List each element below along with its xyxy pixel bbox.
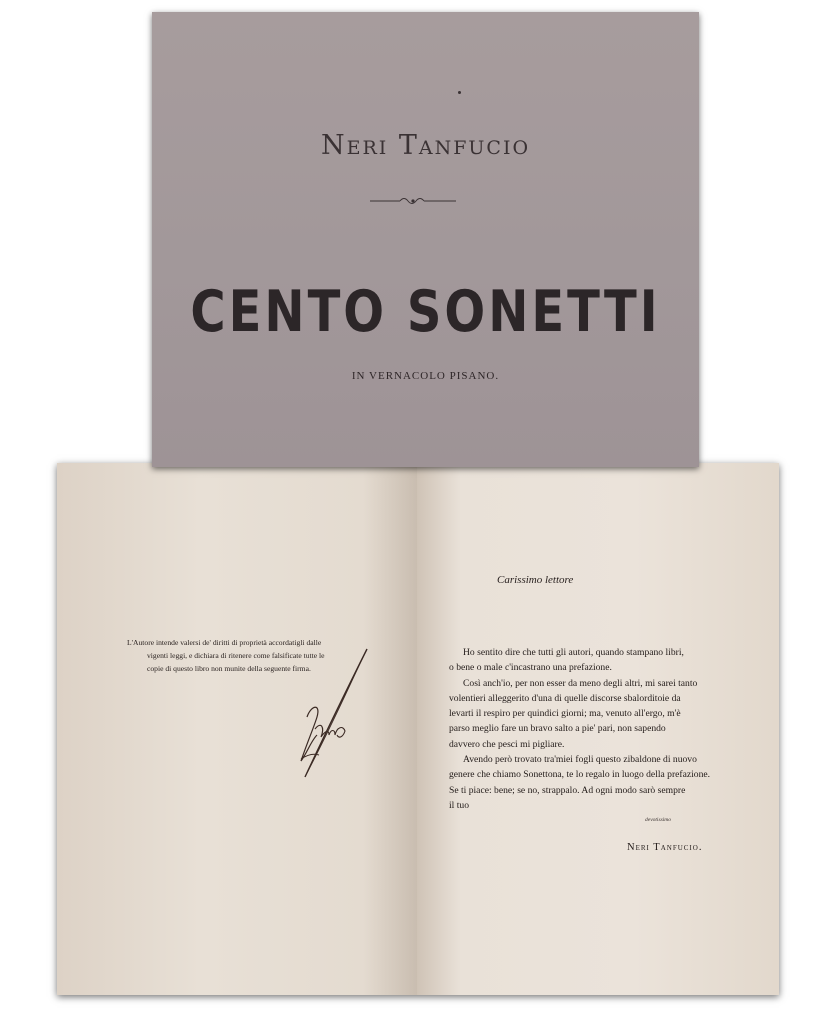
cover-title: CENTO SONETTI xyxy=(190,278,661,346)
preface-line: Avendo però trovato tra'miei fogli questo zibaldone di nuovo xyxy=(463,754,697,766)
preface-line: volentieri alleggerito d'una di quelle discorse sbalorditoie da xyxy=(449,692,681,704)
preface-line: il tuo xyxy=(449,799,469,811)
closing-word: devotissimo xyxy=(645,817,671,823)
author-signature xyxy=(293,647,373,787)
copyright-line: copie di questo libro non munite della seguente firma. xyxy=(147,664,311,673)
preface-line: davvero che pesci mi pigliare. xyxy=(449,738,565,750)
open-book-spread xyxy=(57,463,779,995)
preface-line: o bene o male c'incastrano una prefazione. xyxy=(449,662,612,674)
preface-line: genere che chiamo Sonettona, te lo regalo in luogo della prefazione. xyxy=(449,769,711,781)
ornament-divider xyxy=(370,195,456,207)
preface-text xyxy=(449,645,753,813)
preface-line: Se ti piace: bene; se no, strappalo. Ad ogni modo sarò sempre xyxy=(449,784,686,796)
cover-author: Neri Tanfucio xyxy=(320,130,531,161)
left-page xyxy=(57,463,417,995)
preface-line: parso meglio fare un bravo salto a pie' pari, non sapendo xyxy=(449,723,666,735)
cover-subtitle: IN VERNACOLO PISANO. xyxy=(351,370,500,382)
preface-line: levarti il respiro per quindici giorni; ma, venuto all'ergo, m'è xyxy=(449,708,681,720)
copyright-line: vigenti leggi, e dichiara di ritenere come falsificate tutte le xyxy=(147,651,325,660)
copyright-line: L'Autore intende valersi de' diritti di proprietà accordatigli dalle xyxy=(127,638,322,647)
signoff-name: Neri Tanfucio. xyxy=(627,842,703,853)
preface-line: Così anch'io, per non esser da meno degli altri, mi sarei tanto xyxy=(463,677,698,689)
preface-line: Ho sentito dire che tutti gli autori, quando stampano libri, xyxy=(463,647,684,658)
salutation: Carissimo lettore xyxy=(497,574,574,586)
book-cover xyxy=(152,12,699,467)
right-page xyxy=(417,463,779,995)
cover-dot xyxy=(458,91,461,94)
